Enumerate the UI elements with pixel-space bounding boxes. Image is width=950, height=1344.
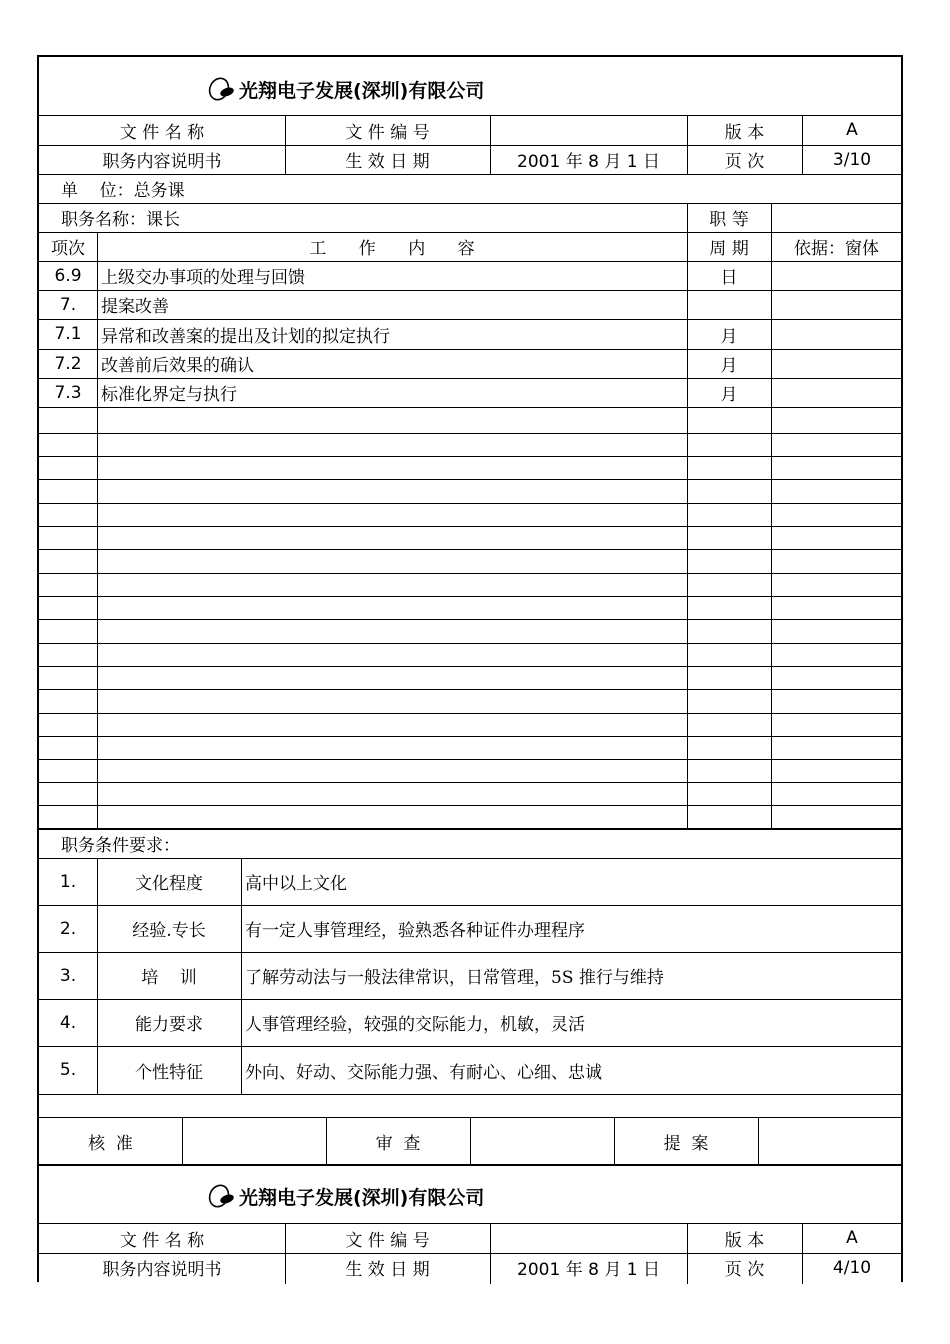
grade-value bbox=[771, 203, 902, 232]
review-label: 审 查 bbox=[375, 1133, 421, 1154]
unit-label: 单 位： bbox=[61, 181, 134, 201]
doc-name-label: 文 件 名 称 bbox=[119, 1230, 205, 1251]
doc-name-label: 文 件 名 称 bbox=[119, 122, 205, 143]
approve-label: 核 准 bbox=[88, 1133, 133, 1154]
version-value: A bbox=[846, 120, 858, 140]
req-value: 高中以上文化 bbox=[245, 874, 347, 894]
effective-date-label: 生 效 日 期 bbox=[345, 152, 430, 172]
company-logo-icon bbox=[207, 1183, 237, 1209]
task-no: 7. bbox=[59, 294, 77, 315]
task-no: 7.1 bbox=[54, 324, 82, 344]
req-value: 了解劳动法与一般法律常识，日常管理，5S 推行与维持 bbox=[245, 968, 664, 988]
task-cycle: 月 bbox=[720, 356, 738, 376]
page-label: 页 次 bbox=[724, 152, 765, 172]
req-label: 培 训 bbox=[141, 968, 197, 988]
task-content: 提案改善 bbox=[101, 297, 169, 317]
task-content: 上级交办事项的处理与回馈 bbox=[101, 268, 305, 288]
req-label: 个性特征 bbox=[135, 1062, 203, 1083]
doc-name-value: 职务内容说明书 bbox=[102, 152, 222, 172]
task-no: 6.9 bbox=[54, 265, 82, 286]
company-name: 光翔电子发展(深圳)有限公司 bbox=[239, 79, 485, 102]
task-no: 7.3 bbox=[54, 382, 82, 403]
task-cycle: 日 bbox=[720, 268, 738, 288]
req-no: 4. bbox=[59, 1012, 77, 1033]
page-value: 4/10 bbox=[832, 1257, 872, 1278]
th-basis: 依据：窗体 bbox=[794, 239, 879, 259]
unit-value: 总务课 bbox=[133, 181, 185, 201]
req-value: 有一定人事管理经，验熟悉各种证件办理程序 bbox=[245, 921, 585, 941]
task-cycle bbox=[687, 290, 771, 319]
document-page bbox=[37, 55, 903, 1282]
version-label: 版 本 bbox=[724, 122, 765, 143]
company-name: 光翔电子发展(深圳)有限公司 bbox=[239, 1186, 485, 1209]
version-label: 版 本 bbox=[724, 1230, 765, 1251]
company-logo-icon bbox=[207, 76, 237, 102]
req-no: 3. bbox=[59, 965, 77, 986]
position-label: 职务名称： bbox=[61, 210, 146, 230]
requirements-title: 职务条件要求： bbox=[61, 836, 180, 856]
position-value: 课长 bbox=[146, 210, 180, 230]
task-content: 异常和改善案的提出及计划的拟定执行 bbox=[101, 326, 390, 347]
propose-label: 提 案 bbox=[663, 1133, 709, 1154]
doc-no-label: 文 件 编 号 bbox=[345, 122, 430, 143]
task-cycle: 月 bbox=[720, 326, 738, 347]
req-label: 文化程度 bbox=[135, 874, 203, 894]
req-no: 5. bbox=[59, 1060, 77, 1080]
req-value: 人事管理经验，较强的交际能力，机敏，灵活 bbox=[245, 1015, 585, 1035]
unit-row bbox=[57, 174, 461, 203]
doc-no-label: 文 件 编 号 bbox=[345, 1230, 430, 1251]
page-label: 页 次 bbox=[724, 1260, 765, 1280]
doc-name-value: 职务内容说明书 bbox=[102, 1260, 222, 1280]
th-item: 项次 bbox=[51, 239, 85, 259]
req-label: 能力要求 bbox=[135, 1015, 203, 1035]
effective-date-label: 生 效 日 期 bbox=[345, 1260, 430, 1280]
th-content: 工 作 内 容 bbox=[309, 239, 475, 259]
company-title bbox=[207, 61, 484, 117]
req-value: 外向、好动、交际能力强、有耐心、心细、忠诚 bbox=[245, 1062, 602, 1083]
task-content: 标准化界定与执行 bbox=[101, 385, 237, 405]
company-title bbox=[207, 1168, 484, 1224]
req-no: 2. bbox=[59, 918, 77, 939]
th-cycle: 周 期 bbox=[709, 239, 749, 259]
doc-no-value bbox=[490, 115, 687, 145]
req-label: 经验.专长 bbox=[132, 921, 206, 941]
grade-label: 职 等 bbox=[709, 210, 749, 230]
page-value: 3/10 bbox=[832, 149, 872, 170]
position-row bbox=[57, 203, 461, 232]
version-value: A bbox=[846, 1228, 858, 1248]
req-no: 1. bbox=[59, 871, 77, 892]
task-content: 改善前后效果的确认 bbox=[101, 356, 254, 376]
task-cycle: 月 bbox=[720, 385, 738, 405]
effective-date-value: 2001 年 8 月 1 日 bbox=[517, 1260, 660, 1280]
effective-date-value: 2001 年 8 月 1 日 bbox=[517, 152, 660, 172]
task-no: 7.2 bbox=[54, 353, 82, 374]
